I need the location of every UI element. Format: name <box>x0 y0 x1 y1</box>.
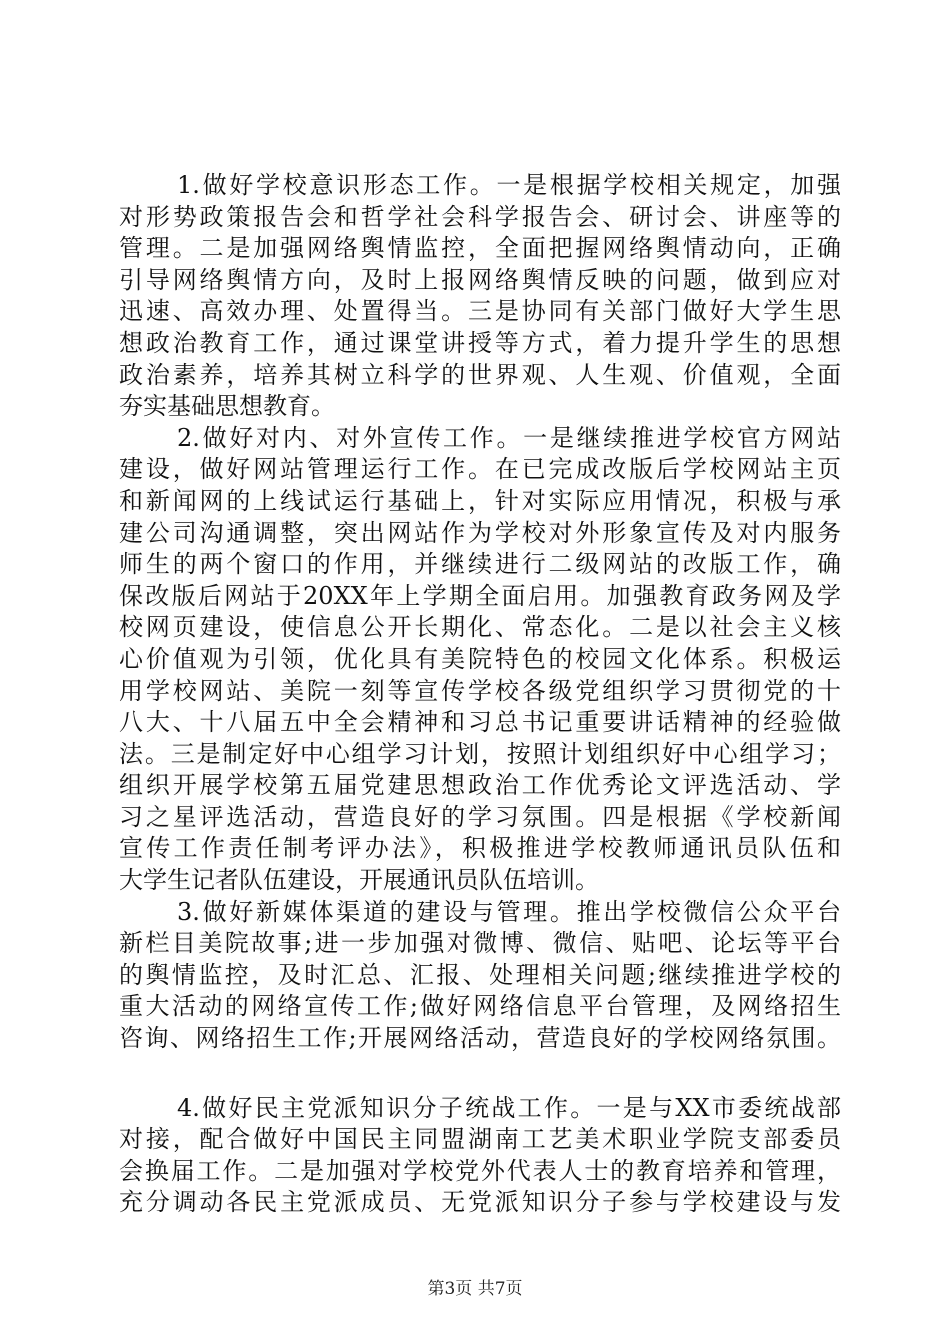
text-line: 保改版后网站于20XX年上学期全面启用。加强教育政务网及学 <box>119 581 841 610</box>
text-line: 校网页建设，使信息公开长期化、常态化。二是以社会主义核 <box>119 613 841 642</box>
text-line: 夯实基础思想教育。 <box>119 392 335 421</box>
text-line: 对形势政策报告会和哲学社会科学报告会、研讨会、讲座等的 <box>119 202 841 231</box>
text-line: 建公司沟通调整，突出网站作为学校对外形象宣传及对内服务 <box>119 518 841 547</box>
text-line: 组织开展学校第五届党建思想政治工作优秀论文评选活动、学 <box>119 771 841 800</box>
text-line: 八大、十八届五中全会精神和习总书记重要讲话精神的经验做 <box>119 708 841 737</box>
document-body <box>119 170 841 1219</box>
paragraph-2 <box>119 423 841 897</box>
text-line: 和新闻网的上线试运行基础上，针对实际应用情况，积极与承 <box>119 486 841 515</box>
text-line: 引导网络舆情方向，及时上报网络舆情反映的问题，做到应对 <box>119 265 841 294</box>
text-line: 咨询、网络招生工作;开展网络活动，营造良好的学校网络氛围。 <box>119 1024 841 1053</box>
text-line: 重大活动的网络宣传工作;做好网络信息平台管理，及网络招生 <box>119 992 841 1021</box>
text-line: 4.做好民主党派知识分子统战工作。一是与XX市委统战部 <box>177 1093 841 1122</box>
paragraph-4 <box>119 1093 841 1219</box>
text-line: 建设，做好网站管理运行工作。在已完成改版后学校网站主页 <box>119 455 841 484</box>
paragraph-1 <box>119 170 841 423</box>
text-line: 大学生记者队伍建设，开展通讯员队伍培训。 <box>119 866 599 895</box>
text-line: 充分调动各民主党派成员、无党派知识分子参与学校建设与发 <box>119 1188 841 1217</box>
text-line: 习之星评选活动，营造良好的学习氛围。四是根据《学校新闻 <box>119 802 841 831</box>
paragraph-3 <box>119 897 841 1055</box>
text-line: 管理。二是加强网络舆情监控，全面把握网络舆情动向，正确 <box>119 234 841 263</box>
text-line: 宣传工作责任制考评办法》，积极推进学校教师通讯员队伍和 <box>119 834 841 863</box>
text-line: 师生的两个窗口的作用，并继续进行二级网站的改版工作，确 <box>119 550 841 579</box>
text-line: 1.做好学校意识形态工作。一是根据学校相关规定，加强 <box>177 171 841 199</box>
text-line: 的舆情监控，及时汇总、汇报、处理相关问题;继续推进学校的 <box>119 960 841 989</box>
text-line: 用学校网站、美院一刻等宣传学校各级党组织学习贯彻党的十 <box>119 676 841 705</box>
paragraph-spacer <box>119 1055 841 1093</box>
text-line: 新栏目美院故事;进一步加强对微博、微信、贴吧、论坛等平台 <box>119 929 841 958</box>
text-line: 法。三是制定好中心组学习计划，按照计划组织好中心组学习； <box>119 739 841 768</box>
text-line: 迅速、高效办理、处置得当。三是协同有关部门做好大学生思 <box>119 297 841 326</box>
text-line: 心价值观为引领，优化具有美院特色的校园文化体系。积极运 <box>119 644 841 673</box>
text-line: 3.做好新媒体渠道的建设与管理。推出学校微信公众平台 <box>177 897 841 926</box>
text-line: 会换届工作。二是加强对学校党外代表人士的教育培养和管理， <box>119 1156 841 1185</box>
text-line: 想政治教育工作，通过课堂讲授等方式，着力提升学生的思想 <box>119 328 841 357</box>
text-line: 政治素养，培养其树立科学的世界观、人生观、价值观，全面 <box>119 360 841 389</box>
page-number-footer: 第3页 共7页 <box>427 1279 523 1299</box>
text-line: 2.做好对内、对外宣传工作。一是继续推进学校官方网站 <box>177 423 841 452</box>
text-line: 对接，配合做好中国民主同盟湖南工艺美术职业学院支部委员 <box>119 1125 841 1154</box>
